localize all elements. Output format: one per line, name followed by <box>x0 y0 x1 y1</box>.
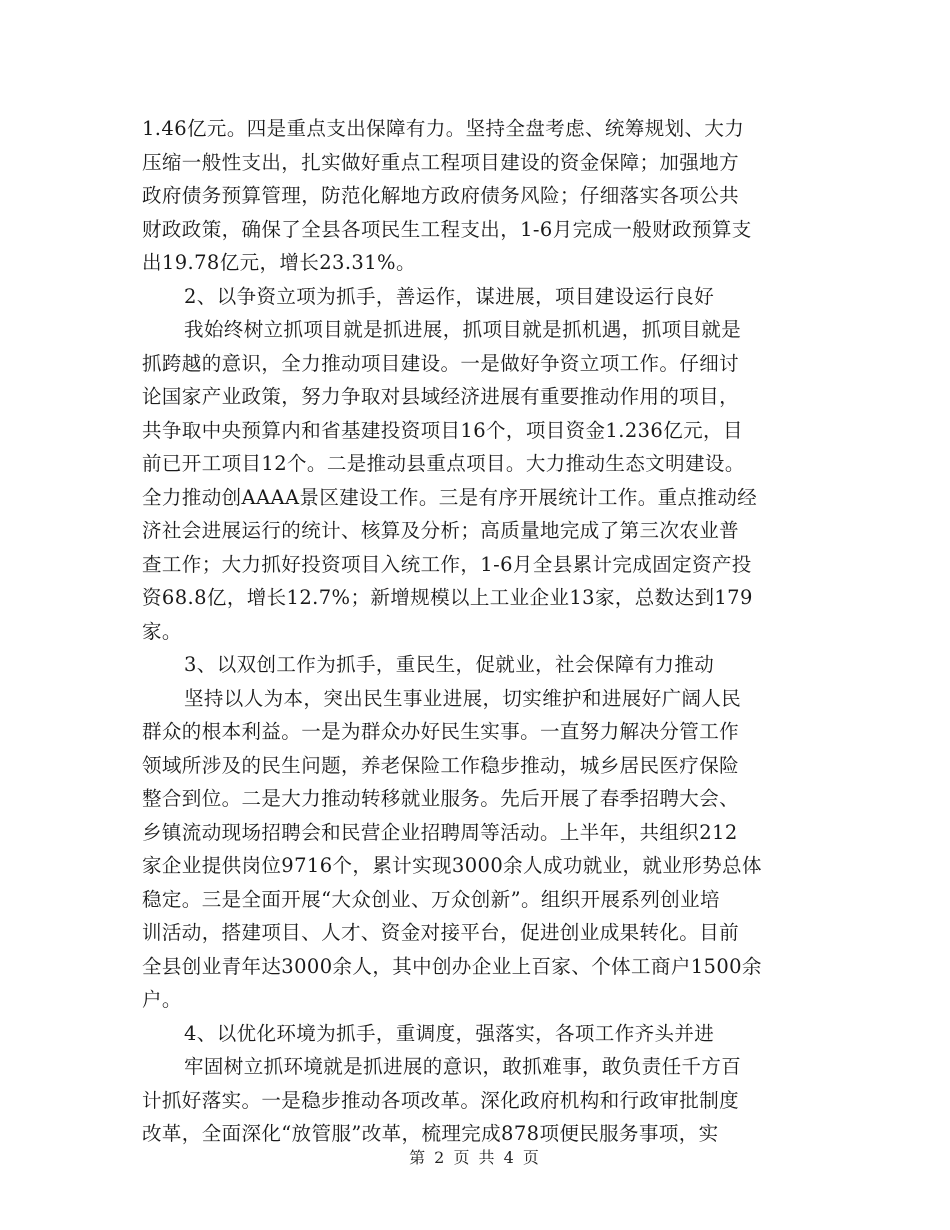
text-line: 乡镇流动现场招聘会和民营企业招聘周等活动。上半年，共组织212 <box>142 820 738 844</box>
page-number-footer: 第 2 页 共 4 页 <box>409 1148 541 1167</box>
text-line: 家。 <box>142 619 182 643</box>
text-line: 群众的根本利益。一是为群众办好民生实事。一直努力解决分管工作 <box>142 720 740 743</box>
text-line: 全力推动创AAAA景区建设工作。三是有序开展统计工作。重点推动经 <box>142 485 758 509</box>
text-line: 压缩一般性支出，扎实做好重点工程项目建设的资金保障；加强地方 <box>142 150 740 174</box>
text-line: 抓跨越的意识，全力推动项目建设。一是做好争资立项工作。仔细讨 <box>142 351 740 375</box>
text-line: 计抓好落实。一是稳步推动各项改革。深化政府机构和行政审批制度 <box>142 1088 740 1112</box>
text-line: 户。 <box>142 988 182 1011</box>
text-line: 牢固树立抓环境就是抓进展的意识，敢抓难事，敢负责任千方百 <box>184 1055 742 1078</box>
text-line: 训活动，搭建项目、人才、资金对接平台，促进创业成果转化。目前 <box>142 921 740 944</box>
text-line: 出19.78亿元，增长23.31%。 <box>142 251 416 274</box>
text-line: 济社会进展运行的统计、核算及分析；高质量地完成了第三次农业普 <box>142 519 740 542</box>
text-line: 查工作；大力抓好投资项目入统工作，1-6月全县累计完成固定资产投 <box>142 552 752 576</box>
text-line: 全县创业青年达3000余人，其中创办企业上百家、个体工商户1500余 <box>142 954 762 978</box>
document-body <box>142 112 808 1151</box>
text-line: 整合到位。二是大力推动转移就业服务。先后开展了春季招聘大会、 <box>142 787 740 810</box>
section-heading: 3、以双创工作为抓手，重民生，促就业，社会保障有力推动 <box>184 653 715 676</box>
text-line: 资68.8亿，增长12.7%；新增规模以上工业企业13家，总数达到179 <box>142 586 753 609</box>
text-line: 改革，全面深化“放管服”改革，梳理完成878项便民服务事项，实 <box>142 1122 719 1145</box>
text-line: 领域所涉及的民生问题，养老保险工作稳步推动，城乡居民医疗保险 <box>142 753 740 777</box>
text-line: 论国家产业政策，努力争取对县域经济进展有重要推动作用的项目， <box>142 385 740 408</box>
text-line: 坚持以人为本，突出民生事业进展，切实维护和进展好广阔人民 <box>184 686 742 710</box>
text-line: 1.46亿元。四是重点支出保障有力。坚持全盘考虑、统筹规划、大力 <box>142 117 745 140</box>
section-heading: 4、以优化环境为抓手，重调度，强落实，各项工作齐头并进 <box>184 1021 715 1045</box>
text-line: 我始终树立抓项目就是抓进展，抓项目就是抓机遇，抓项目就是 <box>184 318 742 341</box>
text-line: 政府债务预算管理，防范化解地方政府债务风险；仔细落实各项公共 <box>142 184 740 207</box>
text-line: 财政政策，确保了全县各项民生工程支出，1-6月完成一般财政预算支 <box>142 217 752 241</box>
text-line: 稳定。三是全面开展“大众创业、万众创新”。组织开展系列创业培 <box>142 887 720 911</box>
text-line: 共争取中央预算内和省基建投资项目16个，项目资金1.236亿元，目 <box>142 418 743 442</box>
section-heading: 2、以争资立项为抓手，善运作，谋进展，项目建设运行良好 <box>184 284 715 308</box>
text-line: 前已开工项目12个。二是推动县重点项目。大力推动生态文明建设。 <box>142 452 745 475</box>
text-line: 家企业提供岗位9716个，累计实现3000余人成功就业，就业形势总体 <box>142 854 762 877</box>
